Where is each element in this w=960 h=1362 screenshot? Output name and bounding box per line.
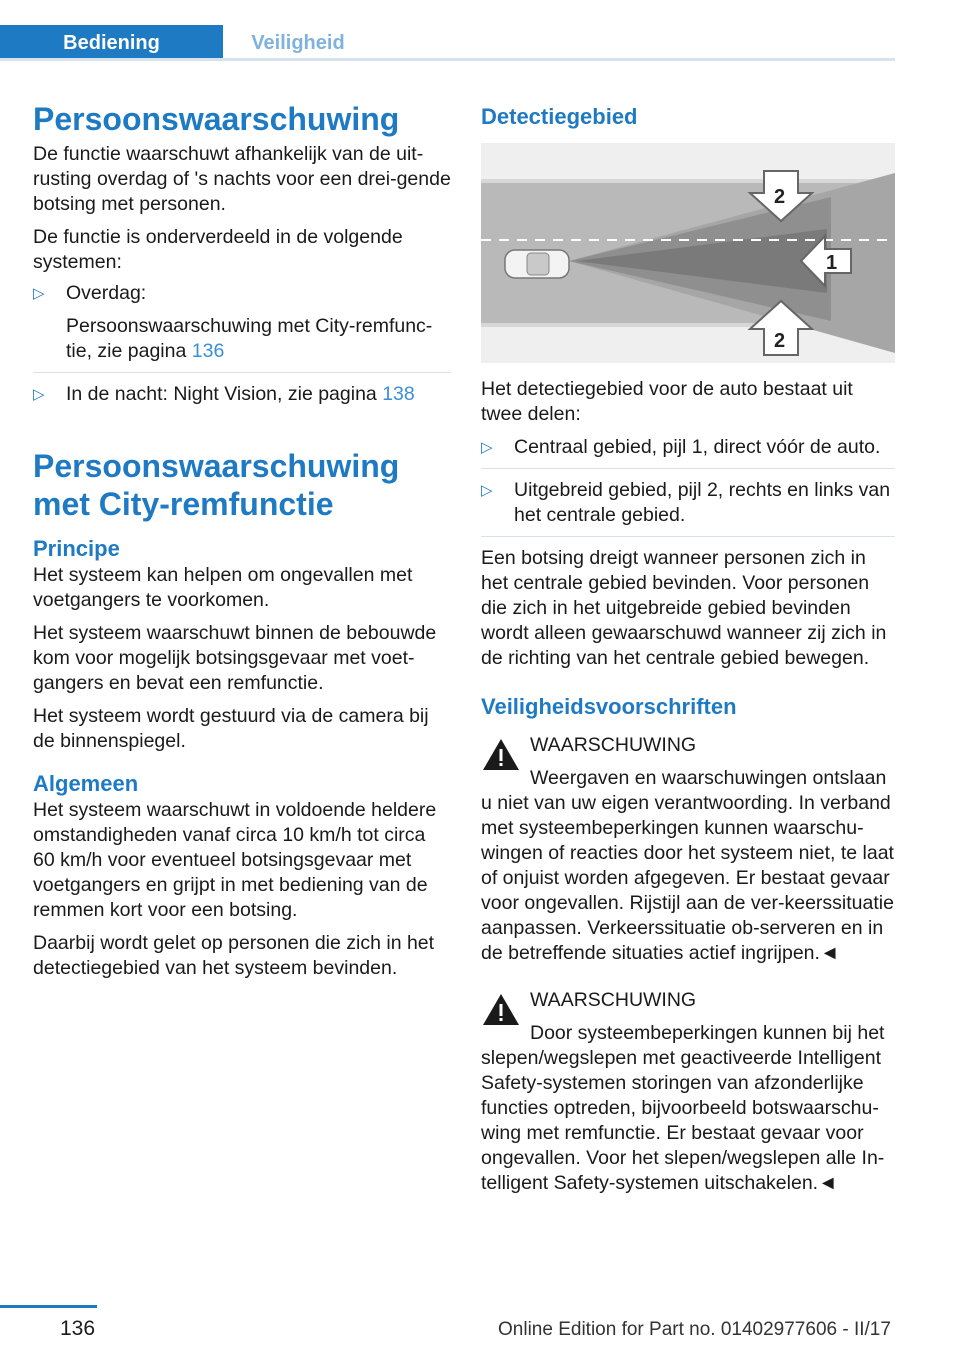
warning-block-1 [481,733,895,966]
algemeen-paragraph-1: Het systeem waarschuwt in voldoende heldere omstandigheden vanaf circa 10 km/h tot circa 60 km/h voor eventueel botsingsgevaar met voetgangers en grijpt in met bediening van de remmen kort voor een botsing. [33,799,437,921]
triangle-bullet-icon: ▷ [481,482,493,499]
warning-body: Door systeembeperkingen kunnen bij het slepen/wegslepen met geactiveerde Intelligent Safety-systemen storingen van afzonderlijke functies optreden, bijvoorbeeld botswaarschu-wing met remfunctie. Er bestaat gevaar voor ongevallen. Voor het slepen/wegslepen alle In-telligent Safety-systemen uitschakelen.◄ [481,1022,885,1194]
arrow-2-bottom-label: 2 [774,330,786,352]
tab-bediening[interactable]: Bediening [0,25,223,61]
warning-triangle-icon [481,992,521,1028]
triangle-bullet-icon: ▷ [33,386,45,403]
intro-paragraph-2: De functie is onderverdeeld in de volgende systemen: [33,226,403,273]
heading-algemeen: Algemeen [33,771,139,796]
page-link-138[interactable]: 138 [382,383,415,405]
footer-rule [0,1305,97,1308]
intro-paragraph-1: De functie waarschuwt afhankelijk van de uit-rusting overdag of 's nachts voor een drei-gende botsing met personen. [33,143,451,215]
warning-block-2 [481,988,895,1196]
list-item-text: In de nacht: Night Vision, zie pagina [66,383,377,405]
systems-list [33,281,451,407]
heading-principe: Principe [33,536,120,561]
page-number: 136 [60,1317,96,1340]
triangle-bullet-icon: ▷ [33,285,45,302]
algemeen-paragraph-2: Daarbij wordt gelet op personen die zich in het detectiegebied van het systeem bevinden. [33,932,435,979]
list-item-text: Centraal gebied, pijl 1, direct vóór de auto. [514,436,881,458]
list-item-nacht [33,382,451,407]
warning-body: Weergaven en waarschuwingen ontslaan u niet van uw eigen verantwoording. In verband met systeembeperkingen kunnen waarschu-wingen of reacties door het systeem niet, te laat of onjuist worden afgegeven. Er bestaat gevaar voor ongevallen. Rijstijl aan de ver-keerssituatie aanpassen. Verkeerssituatie ob-serveren en in de betreffende situaties actief ingrijpen.◄ [481,767,894,964]
warning-triangle-icon [481,737,521,773]
list-item-extended [481,478,895,537]
triangle-bullet-icon: ▷ [481,439,493,456]
tabbar-rule [0,58,895,61]
list-item-label: Overdag: [66,282,147,304]
section-tabbar [0,25,895,61]
page-link-136[interactable]: 136 [191,340,225,362]
heading-detectiegebied: Detectiegebied [481,104,638,129]
list-item-central [481,435,895,469]
list-item-text: Uitgebreid gebied, pijl 2, rechts en links van het centrale gebied. [514,479,891,526]
arrow-2-top-label: 2 [774,186,786,208]
list-item-text: Persoonswaarschuwing met City-remfunc-tie, zie pagina 136 [66,315,433,362]
detection-diagram [481,143,895,363]
section-title: Persoonswaarschuwing [33,101,400,137]
principe-paragraph-1: Het systeem kan helpen om ongevallen met voetgangers te voorkomen. [33,564,413,611]
car-icon [505,250,569,278]
warning-title: WAARSCHUWING [530,989,697,1011]
heading-veiligheidsvoorschriften: Veiligheidsvoorschriften [481,694,737,719]
principe-paragraph-2: Het systeem waarschuwt binnen de bebouwde kom voor mogelijk botsingsgevaar met voet-gangers en bevat een remfunctie. [33,622,437,694]
list-item-overdag [33,281,451,373]
subsection-title: Persoonswaarschuwing met City-remfunctie [33,448,400,522]
principe-paragraph-3: Het systeem wordt gestuurd via de camera bij de binnenspiegel. [33,705,429,752]
detection-paragraph-1: Het detectiegebied voor de auto bestaat uit twee delen: [481,378,853,425]
arrow-1-label: 1 [826,252,838,274]
right-column [481,103,895,1204]
edition-note: Online Edition for Part no. 01402977606 - II/17 [498,1319,891,1340]
tab-veiligheid[interactable]: Veiligheid [251,32,345,54]
detection-paragraph-2: Een botsing dreigt wanneer personen zich in het centrale gebied bevinden. Voor personen die zich in het uitgebreide gebied bevinden wordt alleen gewaarschuwd wanneer zij zich in de richting van het centrale gebied bewegen. [481,547,887,669]
left-column [33,100,451,989]
detection-list [481,435,895,537]
warning-title: WAARSCHUWING [530,734,697,756]
detection-area-illustration [481,143,895,363]
